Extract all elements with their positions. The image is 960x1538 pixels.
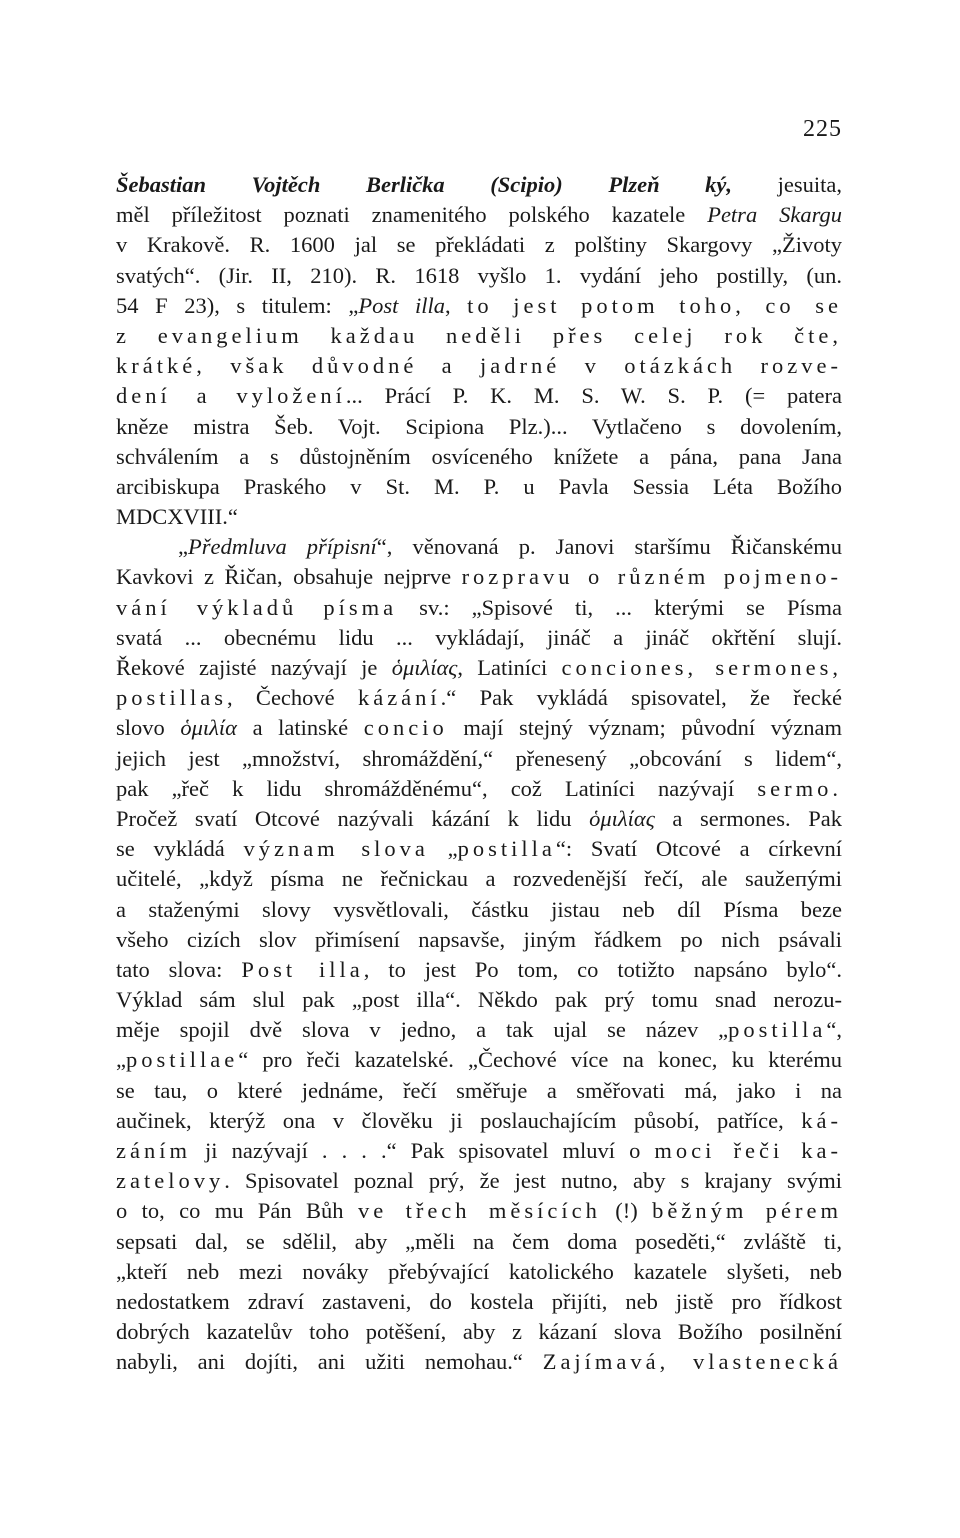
text-line [116, 502, 842, 532]
text-line [116, 623, 842, 653]
text-line [116, 261, 842, 291]
text-segment: význam slova [243, 836, 429, 862]
text-segment: Kavkovi z Řičan, obsahuje nejprve [116, 564, 462, 590]
text-line [116, 381, 842, 411]
text-segment: slovo [116, 715, 181, 741]
text-line [116, 593, 842, 623]
text-segment: Řekové zajisté nazývají je [116, 655, 392, 680]
text-segment: concio [363, 715, 448, 741]
text-segment: se vykládá [116, 836, 244, 862]
text-segment: „ [178, 534, 188, 560]
text-line [116, 291, 842, 321]
text-segment: mají stejný význam; původní význam [447, 715, 842, 741]
text-line [116, 713, 842, 743]
text-segment: MDCXVIII.“ [116, 504, 238, 530]
text-segment: kněze mistra Šeb. Vojt. Scipiona Plz.)... Vytlačeno s dovolením, [116, 413, 842, 439]
text-line [116, 1136, 842, 1166]
text-line [116, 895, 842, 925]
text-line [116, 653, 842, 683]
text-line [116, 562, 842, 592]
text-line [116, 321, 842, 351]
text-segment: ve třech měsících [357, 1198, 601, 1224]
text-line [116, 1106, 842, 1136]
text-segment: dení a vyložení [116, 383, 346, 409]
text-segment: “, věnovaná p. Janovi staršímu Řičanskému [376, 534, 842, 560]
text-segment: moci řeči ka- [654, 1138, 842, 1163]
text-line [116, 1045, 842, 1075]
text-segment: se tau, o které jednáme, řečí směřuje a směřovati má, jako i na [116, 1077, 842, 1103]
text-segment: postilla [728, 1017, 827, 1043]
text-segment: Post illa [358, 292, 445, 318]
text-segment: „ [428, 836, 458, 862]
text-line [116, 1257, 842, 1287]
text-segment: všeho cizích slov přimísení napsavše, jiným řádkem po nich psávali [116, 926, 842, 952]
text-segment: nabyli, ani dojíti, ani užiti nemohau.“ [116, 1349, 543, 1375]
text-segment: postillae [126, 1047, 239, 1073]
text-segment: jesuita, [732, 172, 842, 197]
text-segment: Zajímavá, vlastenecká [542, 1349, 843, 1375]
text-segment: ... Prácí P. K. M. S. W. S. P. (= patera [345, 383, 843, 409]
text-segment: , [444, 292, 468, 318]
text-segment: krátké, však důvodné a jadrné v otázkách rozve- [116, 353, 842, 379]
text-segment: Pročež svatí Otcové nazývali kázání k lidu [116, 805, 590, 831]
text-line [116, 442, 842, 472]
text-segment: Post illa [241, 956, 364, 982]
text-segment: to jest potom toho, co se [467, 292, 842, 318]
text-segment: a staženými slovy vysvětlovali, částku jistau neb díl Písma beze [116, 896, 842, 922]
text-line [116, 683, 842, 713]
text-segment: sepsati dal, se sdělil, aby „měli na čem doma poseděti,“ zvláště ti, [116, 1228, 842, 1254]
text-line [116, 1347, 842, 1377]
text-segment: arcibiskupa Praského v St. M. P. u Pavla Sessia Léta Božího [116, 473, 842, 499]
text-segment: ὁμιλίας [391, 655, 458, 680]
text-segment: ὁμιλίας [589, 805, 655, 831]
text-segment: Výklad sám slul pak „post illa“. Někdo pak prý tomu snad nerozu- [116, 987, 842, 1013]
text-line [116, 834, 842, 864]
text-segment: pak „řeč k lidu shromážděnému“, což Latiníci nazývají [116, 775, 758, 801]
text-segment: v Krakově. R. 1600 jal se překládati z polštiny Skargovy „Životy [116, 232, 842, 258]
text-line [116, 1015, 842, 1045]
text-segment: .“ Pak vykládá spisovatel, že řecké [440, 685, 842, 711]
text-segment: aučinek, kterýž ona v člověku ji poslauchajícím působí, patříce, [116, 1107, 802, 1133]
text-segment: z evangelium každau neděli přes celej rok čte, [116, 322, 842, 348]
text-segment: “, [826, 1017, 842, 1043]
text-segment: sermo. [757, 775, 842, 801]
text-segment: dobrých kazatelův toho potěšení, aby z kázaní slova Božího posilnění [116, 1319, 842, 1345]
text-segment: “: Svatí Otcové a církevní [555, 836, 843, 862]
text-segment: „ [116, 1047, 126, 1073]
text-segment: ὁμιλία [180, 715, 237, 741]
text-segment: a sermones. Pak [654, 805, 842, 831]
text-line [116, 804, 842, 834]
text-segment: svatých“. (Jir. II, 210). R. 1618 vyšlo 1. vydání jeho postilly, (un. [116, 262, 842, 288]
text-segment: postilla [457, 836, 556, 862]
text-segment: o to, co mu Pán Bůh [116, 1198, 358, 1224]
text-segment: měl příležitost poznati znamenitého polského kazatele [116, 202, 708, 228]
text-segment: měje spojil dvě slova v jedno, a tak ujal se název „ [116, 1017, 729, 1043]
text-segment: Předmluva přípisní [188, 534, 377, 560]
text-line [116, 955, 842, 985]
text-segment: . Spisovatel poznal prý, že jest nutno, aby s krajany svými [224, 1168, 842, 1194]
text-segment: (!) [600, 1198, 653, 1224]
text-line [116, 1227, 842, 1257]
text-segment: „kteří neb mezi nováky přebývající katolického kazatele slyšeti, neb [116, 1258, 842, 1284]
text-segment: schválením a s důstojněním osvíceného knížete a pána, pana Jana [116, 443, 842, 469]
text-segment: ká- [801, 1107, 842, 1133]
text-segment: ji nazývají . . . .“ Pak spisovatel mluví o [190, 1138, 655, 1163]
text-line [116, 230, 842, 260]
text-line [116, 200, 842, 230]
text-segment: 54 F 23), s titulem: „ [116, 292, 359, 318]
text-segment: “ pro řeči kazatelské. „Čechové více na konec, ku kterému [238, 1047, 842, 1073]
text-segment: nedostatkem zdraví zastaveni, do kostela přijíti, neb jistě pro řídkost [116, 1288, 842, 1314]
text-segment: sv.: „Spisové ti, ... kterými se Písma [397, 594, 842, 620]
text-line [116, 1317, 842, 1347]
text-segment: Šebastian Vojtěch Berlička (Scipio) Plzeň ký, [116, 172, 733, 197]
text-line [116, 170, 842, 200]
text-segment: a latinské [236, 715, 364, 741]
text-segment: kázání [357, 685, 441, 711]
text-line [116, 864, 842, 894]
text-segment: conciones, sermones, [561, 655, 842, 680]
text-segment: vání výkladů písma [116, 594, 398, 620]
text-segment: běžným pérem [652, 1198, 842, 1224]
text-line [116, 532, 842, 562]
text-segment: svatá ... obecnému lidu ... vykládají, jináč a jináč okřtění slují. [116, 624, 842, 650]
text-segment: záním [116, 1138, 191, 1163]
text-line [116, 1076, 842, 1106]
text-line [116, 472, 842, 502]
text-segment: učitelé, „když písma ne řečnickau a rozvedenější řečí, ale saužeпými [116, 866, 842, 892]
text-line [116, 925, 842, 955]
text-segment: rozpravu o různém pojmeno- [461, 564, 842, 590]
text-segment: , Čechové [227, 685, 358, 711]
text-line [116, 1166, 842, 1196]
body-text [116, 170, 842, 1378]
page-number: 225 [803, 116, 842, 142]
text-segment: postillas [116, 685, 228, 711]
text-segment: , Latiníci [457, 655, 562, 680]
text-line [116, 985, 842, 1015]
text-segment: , to jest Po tom, co totižto napsáno bylo“. [363, 956, 842, 982]
text-line [116, 1196, 842, 1226]
text-line [116, 744, 842, 774]
text-segment: tato slova: [116, 956, 242, 982]
text-line [116, 774, 842, 804]
text-segment: jejich jest „množství, shromáždění,“ přenesený „obcování s lidem“, [116, 745, 842, 771]
text-segment: zatelovy [116, 1168, 225, 1194]
text-line [116, 412, 842, 442]
text-line [116, 351, 842, 381]
text-line [116, 1287, 842, 1317]
text-segment: Petra Skargu [707, 202, 842, 228]
